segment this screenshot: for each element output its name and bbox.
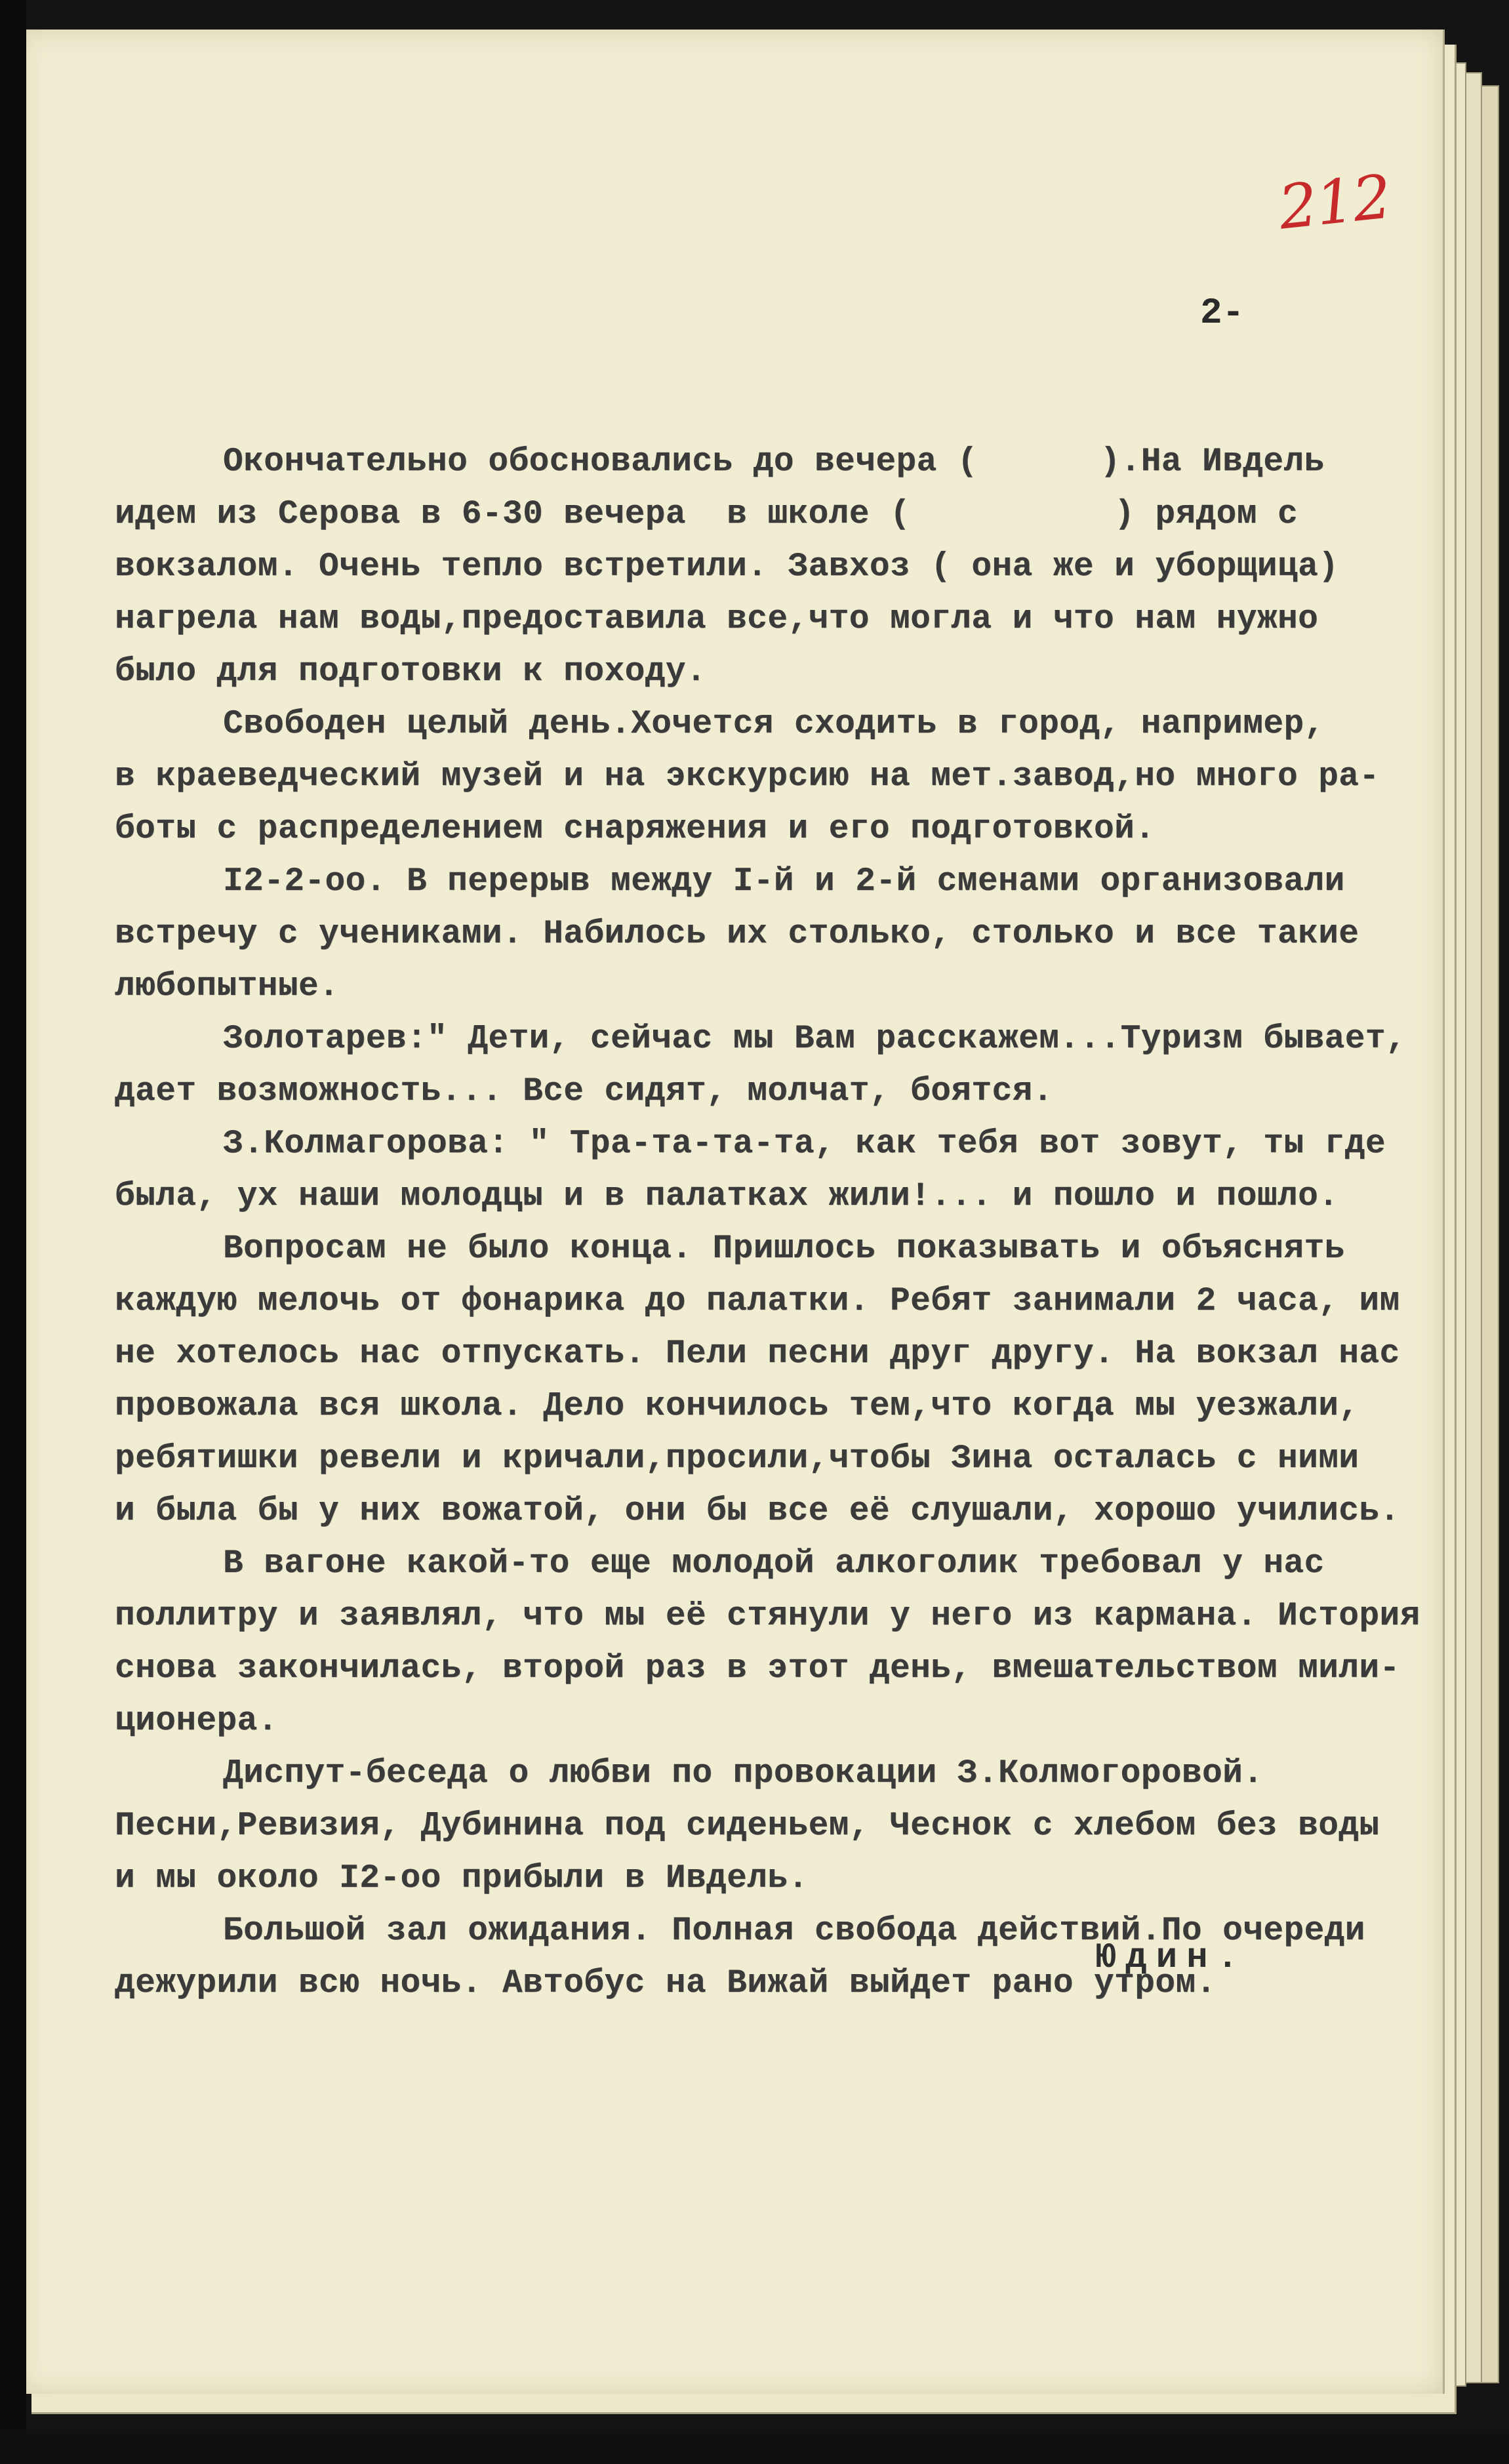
text-line: снова закончилась, второй раз в этот день, вмешательством мили- — [115, 1650, 1400, 1687]
text-line: дает возможность... Все сидят, молчат, боятся. — [115, 1073, 1053, 1110]
text-line: каждую мелочь от фонарика до палатки. Ребят занимали 2 часа, им — [115, 1283, 1400, 1320]
text-line: ционера. — [115, 1703, 278, 1740]
text-line: вокзалом. Очень тепло встретили. Завхоз ( она же и уборщица) — [115, 548, 1339, 586]
scan-border-bottom — [0, 2430, 1509, 2464]
text-line: Свободен целый день.Хочется сходить в город, например, — [223, 706, 1325, 743]
text-line: В вагоне какой-то еще молодой алкоголик требовал у нас — [223, 1545, 1325, 1583]
scan-border-left — [0, 0, 26, 2464]
text-line: не хотелось нас отпускать. Пели песни друг другу. На вокзал нас — [115, 1335, 1400, 1373]
text-line: и мы около I2-оо прибыли в Ивдель. — [115, 1860, 809, 1897]
text-line: Золотарев:" Дети, сейчас мы Вам расскажем...Туризм бывает, — [223, 1020, 1407, 1058]
text-line: Диспут-беседа о любви по провокации З.Колмогоровой. — [223, 1755, 1264, 1792]
text-line: поллитру и заявлял, что мы её стянули у него из кармана. История — [115, 1598, 1420, 1635]
text-line: боты с распределением снаряжения и его подготовкой. — [115, 811, 1156, 848]
text-line: в краеведческий музей и на экскурсию на мет.завод,но много ра- — [115, 758, 1380, 796]
text-line: встречу с учениками. Набилось их столько, столько и все такие — [115, 916, 1359, 953]
text-line: Песни,Ревизия, Дубинина под сиденьем, Чеснок с хлебом без воды — [115, 1808, 1380, 1845]
text-line: I2-2-оо. В перерыв между I-й и 2-й сменами организовали — [223, 863, 1345, 900]
text-line: провожала вся школа. Дело кончилось тем,что когда мы уезжали, — [115, 1388, 1359, 1425]
text-line: нагрела нам воды,предоставила все,что могла и что нам нужно — [115, 601, 1319, 638]
text-line: Вопросам не было конца. Пришлось показывать и объяснять — [223, 1230, 1345, 1268]
text-line: и была бы у них вожатой, они бы все её слушали, хорошо учились. — [115, 1493, 1400, 1530]
text-line: было для подготовки к походу. — [115, 653, 707, 691]
archive-page-number: 212 — [1275, 161, 1394, 243]
text-line: любопытные. — [115, 968, 340, 1005]
text-line: была, ух наши молодцы и в палатках жили!... и пошло и пошло. — [115, 1178, 1339, 1215]
text-line: ребятишки ревели и кричали,просили,чтобы Зина осталась с ними — [115, 1440, 1359, 1478]
text-line: дежурили всю ночь. Автобус на Вижай выйдет рано утром. — [115, 1965, 1217, 2002]
signature: Юдин. — [1095, 1938, 1248, 1978]
text-line: идем из Серова в 6-30 вечера в школе ( ) рядом с — [115, 496, 1298, 533]
page-number: 2- — [1200, 292, 1245, 334]
text-line: Окончательно обосновались до вечера ( ).На Ивдель — [223, 443, 1325, 481]
text-line: Большой зал ожидания. Полная свобода действий.По очереди — [223, 1912, 1365, 1950]
typewritten-text — [115, 436, 1420, 2010]
text-line: З.Колмагорова: " Тра-та-та-та, как тебя вот зовут, ты где — [223, 1125, 1386, 1163]
